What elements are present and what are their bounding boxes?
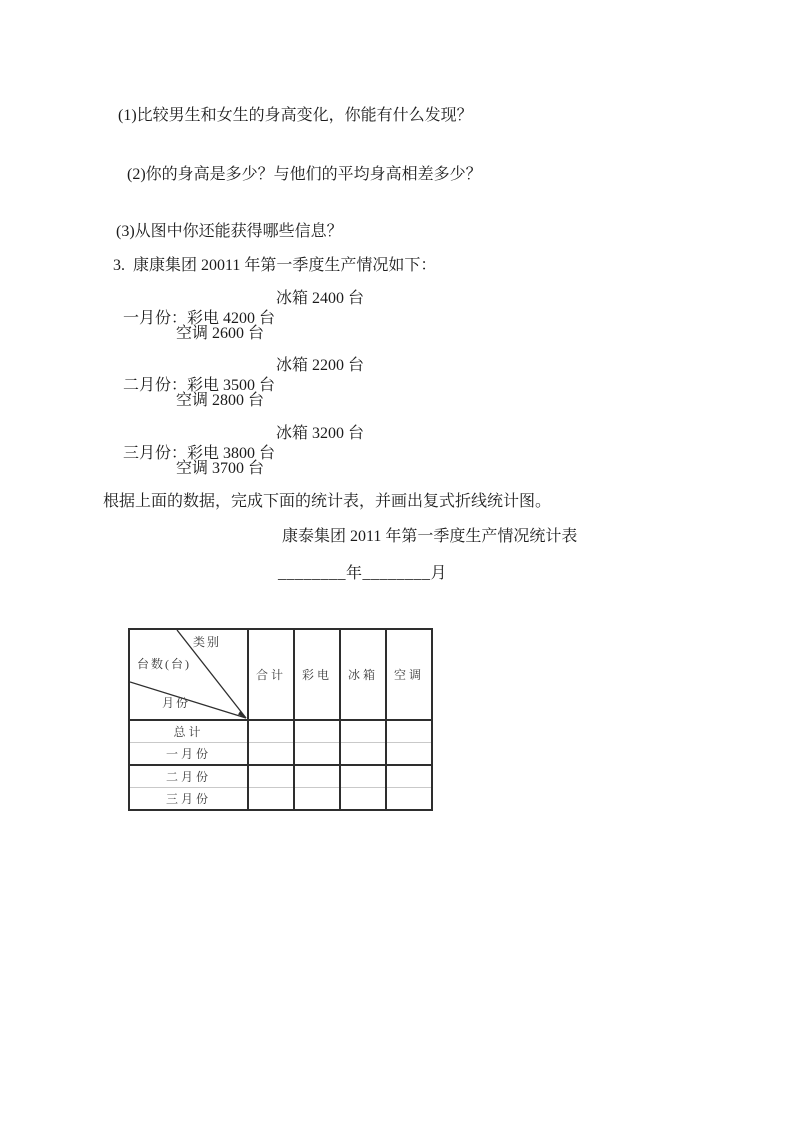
corner-label-month: 月份 [162,696,191,710]
table-cell-empty [294,765,340,788]
problem3-heading: 3. 康康集团 20011 年第一季度生产情况如下： [113,257,437,274]
january-fridge: 冰箱 2400 台 [276,290,365,307]
january-aircon: 空调 2600 台 [176,325,265,342]
table-row-january [129,743,432,766]
table-cell-empty [340,720,386,743]
table-corner-cell [129,629,248,720]
table-cell-empty [386,788,432,811]
corner-label-units: 台数(台) [137,657,191,671]
march-tv: 三月份：彩电 3800 台 [123,445,276,462]
table-header-row [129,629,432,720]
stats-table [128,628,433,811]
question-3: (3)从图中你还能获得哪些信息？ [116,223,343,240]
table-cell-empty [248,743,294,766]
table-cell-empty [386,743,432,766]
table-cell-empty [340,765,386,788]
january-tv: 一月份：彩电 4200 台 [123,310,276,327]
table-cell-empty [248,765,294,788]
table-cell-empty [248,720,294,743]
row-header-total: 总计 [129,720,248,743]
column-header-tv: 彩电 [294,629,340,720]
instruction-text: 根据上面的数据，完成下面的统计表，并画出复式折线统计图。 [103,493,552,510]
table-row-february [129,765,432,788]
column-header-total: 合计 [248,629,294,720]
corner-label-category: 类别 [193,635,222,649]
row-header-february: 二月份 [129,765,248,788]
row-header-january: 一月份 [129,743,248,766]
table-cell-empty [294,788,340,811]
year-month-blank: ________年________月 [278,565,448,582]
february-fridge: 冰箱 2200 台 [276,357,365,374]
column-header-fridge: 冰箱 [340,629,386,720]
table-row-march [129,788,432,811]
table-cell-empty [294,720,340,743]
march-aircon: 空调 3700 台 [176,460,265,477]
table-cell-empty [340,743,386,766]
question-2: (2)你的身高是多少？与他们的平均身高相差多少？ [127,166,482,183]
table-cell-empty [386,765,432,788]
table-row-total [129,720,432,743]
february-tv: 二月份：彩电 3500 台 [123,377,276,394]
march-fridge: 冰箱 3200 台 [276,425,365,442]
february-aircon: 空调 2800 台 [176,392,265,409]
table-cell-empty [386,720,432,743]
table-cell-empty [294,743,340,766]
question-1: (1)比较男生和女生的身高变化，你能有什么发现？ [118,107,473,124]
row-header-march: 三月份 [129,788,248,811]
table-cell-empty [340,788,386,811]
table-cell-empty [248,788,294,811]
column-header-aircon: 空调 [386,629,432,720]
table-title: 康泰集团 2011 年第一季度生产情况统计表 [282,528,578,545]
